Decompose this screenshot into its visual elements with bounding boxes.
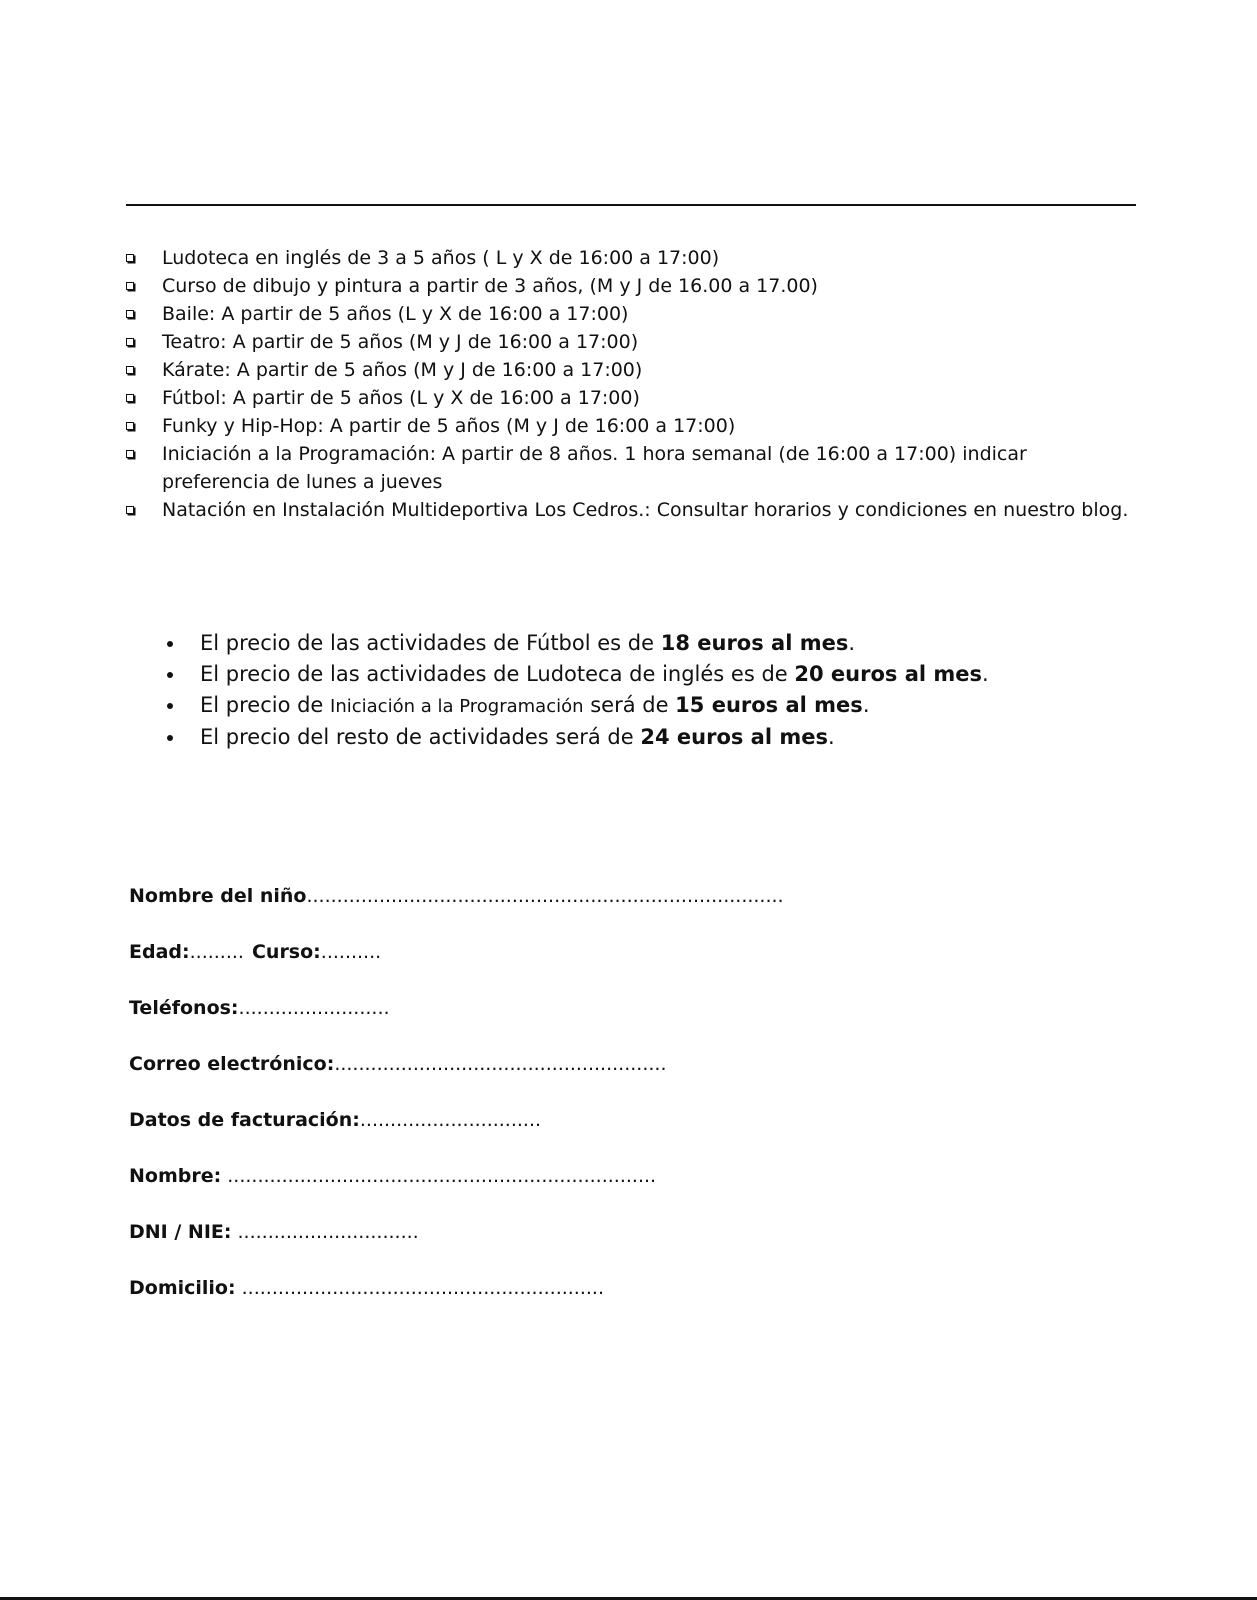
name-label: Nombre: [129,1165,222,1187]
bullet-dot-icon [167,735,173,741]
price-text: El precio del resto de actividades será de [200,725,641,749]
phones-field[interactable]: ......................... [238,997,390,1019]
price-item [160,690,1110,722]
price-text-after: será de [583,693,676,717]
billing-row [129,1108,1129,1164]
checkbox-bullet-icon [126,422,134,430]
activity-text: Teatro: A partir de 5 años (M y J de 16:00 a 17:00) [162,331,639,353]
checkbox-bullet-icon [126,254,134,262]
course-label: Curso: [251,941,321,963]
name-row [129,1164,1129,1220]
checkbox-bullet-icon [126,310,134,318]
price-end: . [862,693,870,717]
course-field[interactable]: .......... [320,941,382,963]
billing-field[interactable]: .............................. [359,1109,542,1131]
checkbox-bullet-icon [126,450,134,458]
price-end: . [828,725,835,749]
activity-text: Ludoteca en inglés de 3 a 5 años ( L y X de 16:00 a 17:00) [162,247,720,269]
registration-form [129,884,1129,1332]
child-name-row [129,884,1129,940]
activity-text: Fútbol: A partir de 5 años (L y X de 16:00 a 17:00) [162,387,640,409]
price-text: El precio de [200,693,331,717]
dni-label: DNI / NIE: [129,1221,232,1243]
list-item [126,244,1136,272]
price-amount: 24 euros al mes [640,725,828,749]
address-row [129,1276,1129,1332]
activity-text: Natación en Instalación Multideportiva Los Cedros.: Consultar horarios y condiciones en nuestro blog. [162,499,1129,521]
list-item [126,328,1136,356]
dni-row [129,1220,1129,1276]
list-item [126,440,1136,496]
phones-label: Teléfonos: [129,997,239,1019]
checkbox-bullet-icon [126,282,134,290]
list-item [126,412,1136,440]
header-divider [126,204,1136,206]
activity-text: Iniciación a la Programación: A partir de 8 años. 1 hora semanal (de 16:00 a 17:00) indicar preferencia de lunes a jueves [162,443,1027,493]
list-item [126,496,1136,524]
bullet-dot-icon [167,641,173,647]
address-label: Domicilio: [129,1277,236,1299]
price-end: . [848,631,856,655]
age-label: Edad: [129,941,190,963]
prices-list [160,628,1110,753]
phones-row [129,996,1129,1052]
age-course-row [129,940,1129,996]
activity-text: Funky y Hip-Hop: A partir de 5 años (M y J de 16:00 a 17:00) [162,415,736,437]
dni-field[interactable]: .............................. [231,1221,419,1243]
price-amount: 18 euros al mes [660,631,849,655]
price-activity-name: Iniciación a la Programación [330,696,584,717]
price-item [160,659,1110,690]
email-row [129,1052,1129,1108]
list-item [126,384,1136,412]
child-name-label: Nombre del niño [129,885,307,907]
email-label: Correo electrónico: [129,1053,335,1075]
activity-text: Curso de dibujo y pintura a partir de 3 años, (M y J de 16.00 a 17.00) [162,275,818,297]
list-item [126,300,1136,328]
price-end: . [982,662,989,686]
bullet-dot-icon [167,703,173,709]
activities-list [126,244,1136,524]
bullet-dot-icon [167,672,173,678]
list-item [126,356,1136,384]
list-item [126,272,1136,300]
price-text: El precio de las actividades de Ludoteca de inglés es de [200,662,795,686]
child-name-field[interactable]: ............................................................................... [306,885,784,907]
address-field[interactable]: ............................................................ [235,1277,605,1299]
price-item [160,628,1110,659]
checkbox-bullet-icon [126,366,134,374]
price-item [160,722,1110,753]
price-amount: 15 euros al mes [675,693,863,717]
checkbox-bullet-icon [126,394,134,402]
billing-label: Datos de facturación: [129,1109,360,1131]
checkbox-bullet-icon [126,506,134,514]
price-amount: 20 euros al mes [794,662,983,686]
email-field[interactable]: ....................................................... [334,1053,667,1075]
activity-text: Kárate: A partir de 5 años (M y J de 16:00 a 17:00) [162,359,643,381]
activity-text: Baile: A partir de 5 años (L y X de 16:00 a 17:00) [162,303,629,325]
name-field[interactable]: ....................................................................... [221,1165,657,1187]
checkbox-bullet-icon [126,338,134,346]
price-text: El precio de las actividades de Fútbol es de [200,631,661,655]
age-field[interactable]: ......... [189,941,244,963]
